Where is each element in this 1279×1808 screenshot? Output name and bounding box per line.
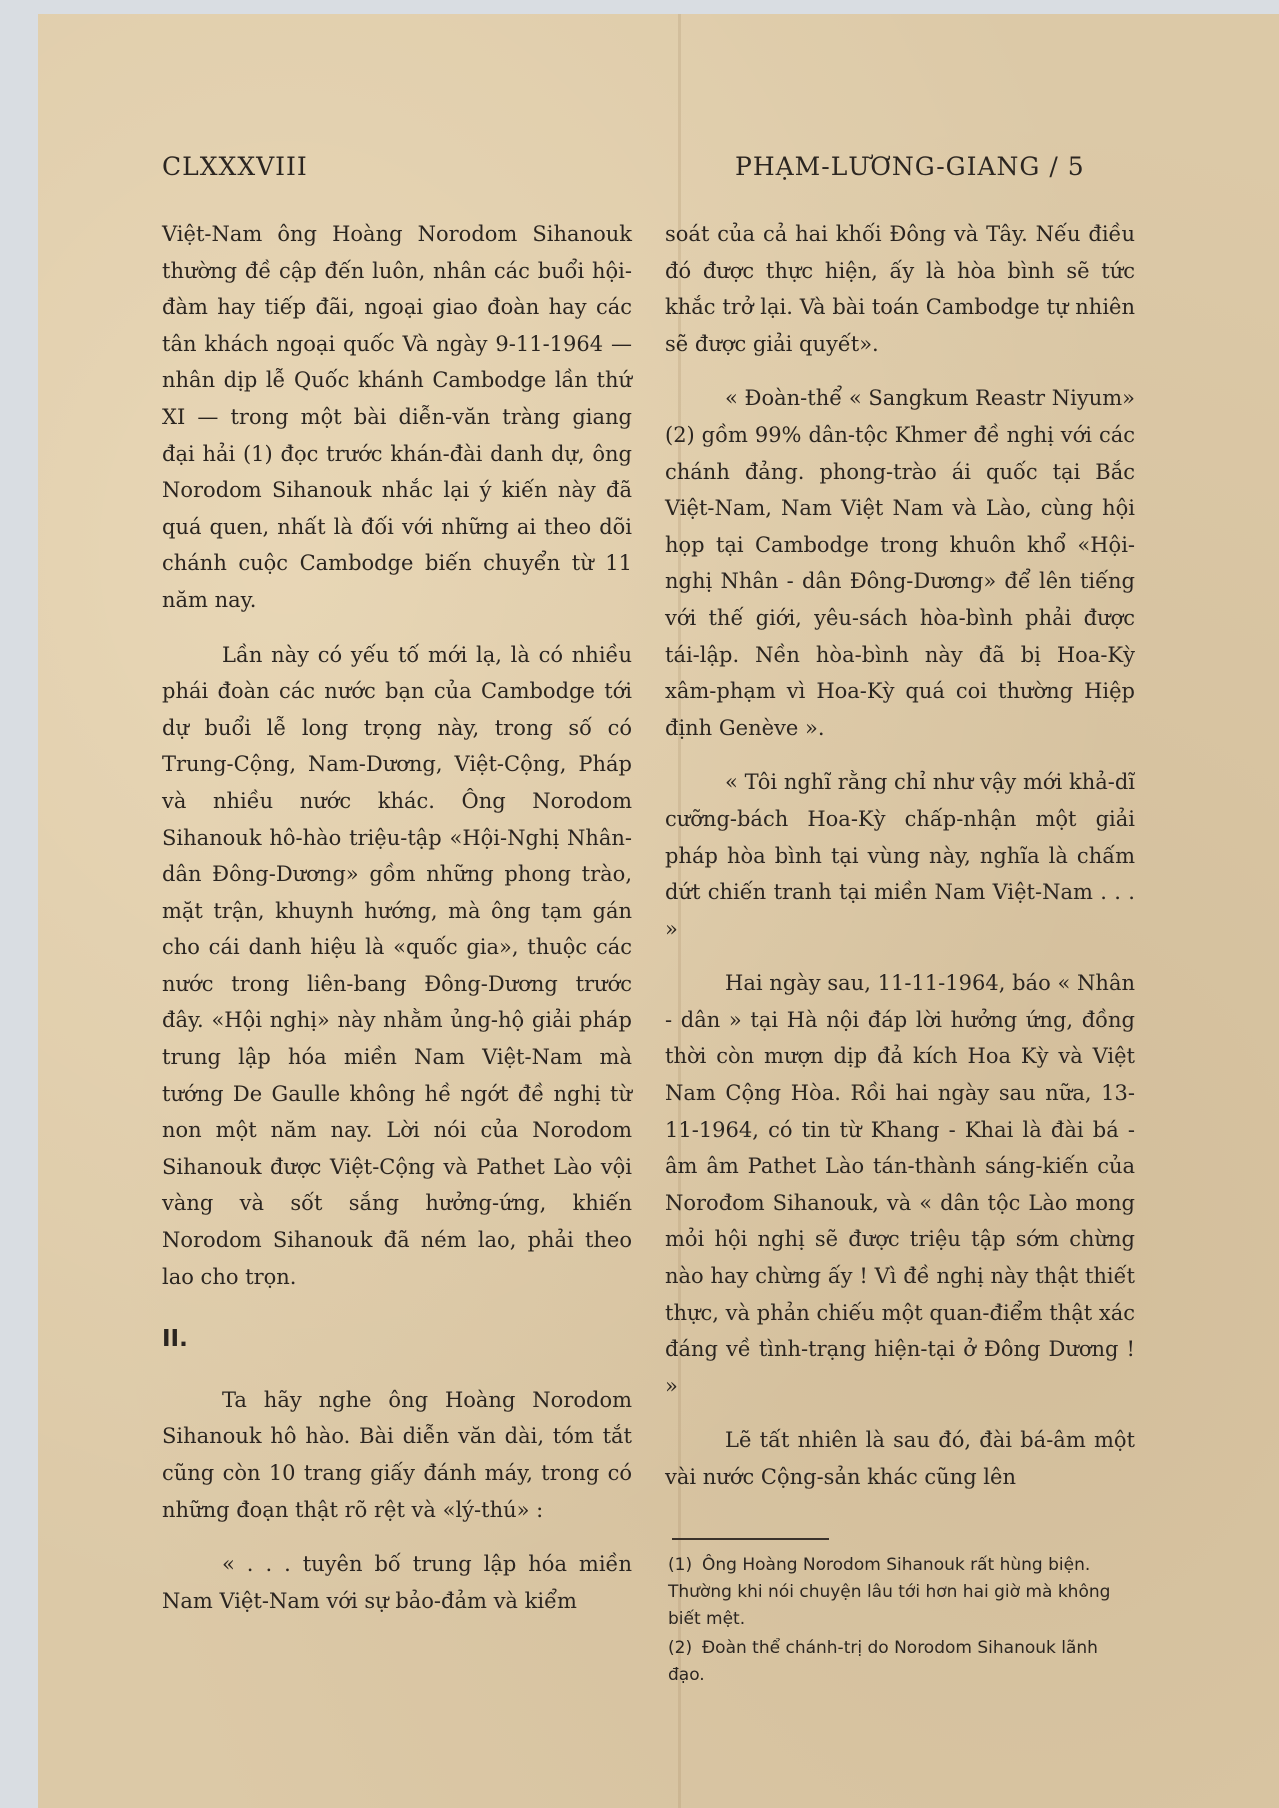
quote-paragraph: « Tôi nghĩ rằng chỉ như vậy mới khả-dĩ cưỡng-bách Hoa-Kỳ chấp-nhận một giải pháp hòa bình tại vùng này, nghĩa là chấm dứt chiến tranh tại miền Nam Việt-Nam . . . » [665,770,1135,941]
paragraph: Ta hãy nghe ông Hoàng Norodom Sihanouk hô hào. Bài diễn văn dài, tóm tắt cũng còn 10 trang giấy đánh máy, trong có những đoạn thật rõ rệt và «lý-thú» : [162,1387,632,1522]
footnote [668,1635,1138,1689]
footnote-label: (2) [668,1638,693,1658]
footnote [668,1552,1138,1633]
page-number-left: CLXXXVIII [162,152,308,181]
quote-paragraph: « Đoàn-thể « Sangkum Reastr Niyum» (2) gồm 99% dân-tộc Khmer đề nghị với các chánh đảng. phong-trào ái quốc tại Bắc Việt-Nam, Nam Việt Nam và Lào, cùng hội họp tại Cambodge trong khuôn khổ «Hội-nghị Nhân - dân Đông-Dương» để lên tiếng với thế giới, yêu-sách hòa-bình phải được tái-lập. Nền hòa-bình này đã bị Hoa-Kỳ xâm-phạm vì Hoa-Kỳ quá coi thường Hiệp định Genève ». [665,386,1135,740]
paragraph: Việt-Nam ông Hoàng Norodom Sihanouk thường đề cập đến luôn, nhân các buổi hội-đàm hay tiếp đãi, ngoại giao đoàn hay các tân khách ngoại quốc Và ngày 9-11-1964 — nhân dịp lễ Quốc khánh Cambodge lần thứ XI — trong một bài diễn-văn tràng giang đại hải (1) đọc trước khán-đài danh dự, ông Norodom Sihanouk nhắc lại ý kiến này đã quá quen, nhất là đối với những ai theo dõi chánh cuộc Cambodge biến chuyển từ 11 năm nay. [162,222,632,612]
paragraph: Lẽ tất nhiên là sau đó, đài bá-âm một vài nước Cộng-sản khác cũng lên [665,1428,1135,1489]
running-header-right: PHẠM-LƯƠNG-GIANG / 5 [735,152,1085,181]
section-heading: II. [162,1326,188,1353]
footnote-separator [672,1538,829,1540]
right-column [665,216,1135,1496]
quote-paragraph: « . . . tuyên bố trung lập hóa miền Nam Việt-Nam với sự bảo-đảm và kiểm [162,1552,632,1613]
left-column [162,216,632,1619]
footnote-text: Đoàn thể chánh-trị do Norodom Sihanouk lãnh đạo. [668,1638,1098,1685]
paragraph: soát của cả hai khối Đông và Tây. Nếu điều đó được thực hiện, ấy là hòa bình sẽ tức khắc trở lại. Và bài toán Cambodge tự nhiên sẽ được giải quyết». [665,222,1135,356]
paragraph: Lần này có yếu tố mới lạ, là có nhiều phái đoàn các nước bạn của Cambodge tới dự buổi lễ long trọng này, trong số có Trung-Cộng, Nam-Dương, Việt-Cộng, Pháp và nhiều nước khác. Ông Norodom Sihanouk hô-hào triệu-tập «Hội-Nghị Nhân-dân Đông-Dương» gồm những phong trào, mặt trận, khuynh hướng, mà ông tạm gán cho cái danh hiệu là «quốc gia», thuộc các nước trong liên-bang Đông-Dương trước đây. «Hội nghị» này nhằm ủng-hộ giải pháp trung lập hóa miền Nam Việt-Nam mà tướng De Gaulle không hề ngớt đề nghị từ non một năm nay. Lời nói của Norodom Sihanouk được Việt-Cộng và Pathet Lào vội vàng và sốt sắng hưởng-ứng, khiến Norodom Sihanouk đã ném lao, phải theo lao cho trọn. [162,642,632,1289]
footnote-label: (1) [668,1555,693,1575]
footnote-text: Ông Hoàng Norodom Sihanouk rất hùng biện. Thường khi nói chuyện lâu tới hơn hai giờ mà không biết mệt. [668,1555,1111,1629]
paragraph: Hai ngày sau, 11-11-1964, báo « Nhân - dân » tại Hà nội đáp lời hưởng ứng, đồng thời còn mượn dịp đả kích Hoa Kỳ và Việt Nam Cộng Hòa. Rồi hai ngày sau nữa, 13-11-1964, có tin từ Khang - Khai là đài bá - âm âm Pathet Lào tán-thành sáng-kiến của Norođom Sihanouk, và « dân tộc Lào mong mỏi hội nghị sẽ được triệu tập sớm chừng nào hay chừng ấy ! Vì đề nghị này thật thiết thực, và phản chiếu một quan-điểm thật xác đáng về tình-trạng hiện-tại ở Đông Dương ! » [665,971,1135,1398]
